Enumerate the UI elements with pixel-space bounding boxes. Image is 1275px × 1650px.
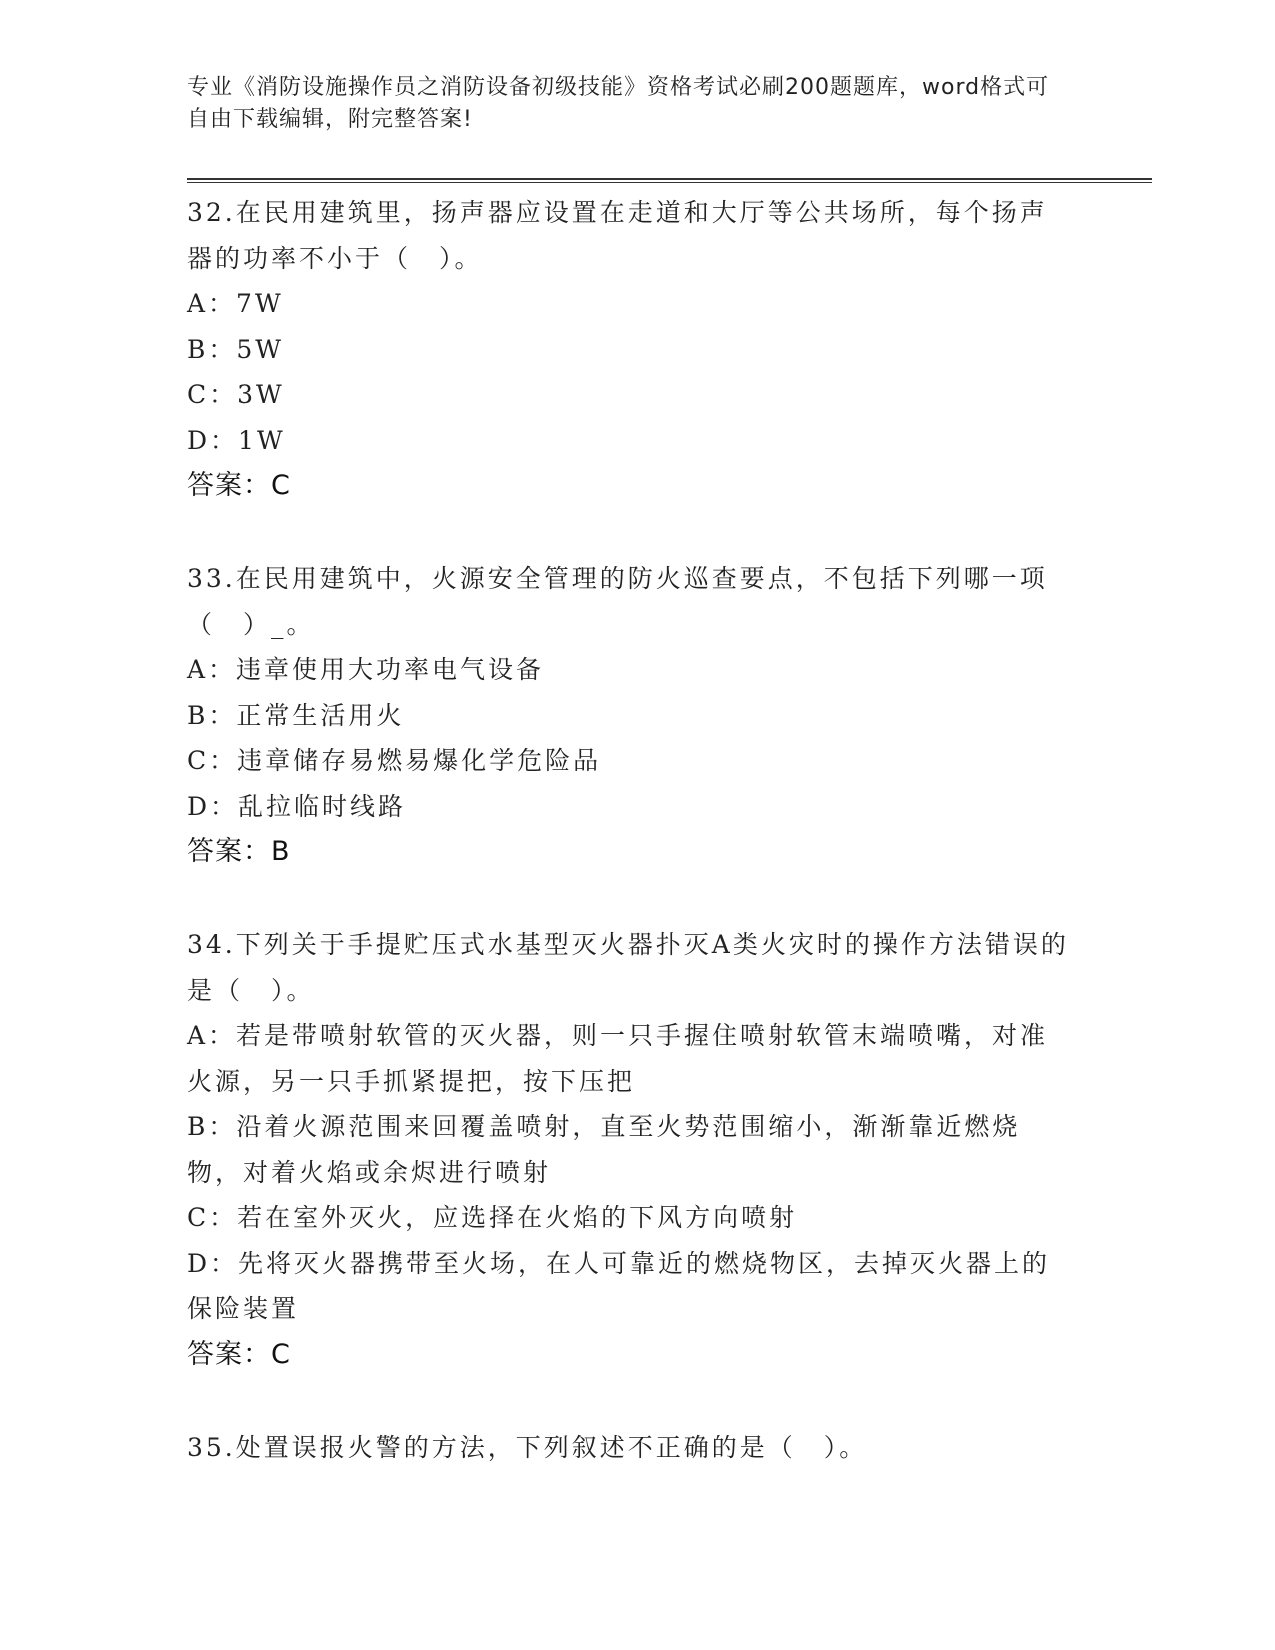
answer-line: 答案：B	[187, 836, 291, 867]
question-stem: 35.处置误报火警的方法，下列叙述不正确的是（ ）。	[187, 1432, 868, 1462]
option-a: A：违章使用大功率电气设备	[187, 655, 545, 684]
header-text: 专业《消防设施操作员之消防设备初级技能》资格考试必刷200题题库，word格式可自由下载编辑，附完整答案!	[187, 75, 1050, 132]
option-d: D：乱拉临时线路	[187, 791, 407, 821]
question-35	[187, 1425, 1072, 1471]
option-c: C：若在室外灭火，应选择在火焰的下风方向喷射	[187, 1203, 798, 1232]
option-d: D：先将灭火器携带至火场，在人可靠近的燃烧物区，去掉灭火器上的保险装置	[187, 1248, 1051, 1323]
question-32	[187, 190, 1072, 509]
option-b: B：5W	[187, 334, 284, 364]
answer-line: 答案：C	[187, 1338, 291, 1370]
option-a: A：若是带喷射软管的灭火器，则一只手握住喷射软管末端喷嘴，对准火源，另一只手抓紧提把，按下压把	[187, 1021, 1049, 1096]
question-list	[187, 190, 1072, 1517]
question-stem: 33.在民用建筑中，火源安全管理的防火巡查要点，不包括下列哪一项（ ）_。	[187, 564, 1048, 639]
question-33	[187, 556, 1072, 875]
option-c: C：3W	[187, 380, 285, 409]
option-d: D：1W	[187, 425, 286, 455]
option-a: A：7W	[187, 289, 284, 318]
answer-line: 答案：C	[187, 470, 291, 501]
header-divider	[187, 178, 1152, 183]
option-b: B：沿着火源范围来回覆盖喷射，直至火势范围缩小，渐渐靠近燃烧物，对着火焰或余烬进行喷射	[187, 1112, 1021, 1187]
option-c: C：违章储存易燃易爆化学危险品	[187, 746, 602, 775]
question-stem: 32.在民用建筑里，扬声器应设置在走道和大厅等公共场所，每个扬声器的功率不小于（ ）。	[187, 198, 1048, 273]
question-stem: 34.下列关于手提贮压式水基型灭火器扑灭A类火灾时的操作方法错误的是（ ）。	[187, 930, 1069, 1005]
page-header	[187, 72, 1067, 136]
option-b: B：正常生活用火	[187, 700, 405, 730]
question-34	[187, 922, 1072, 1378]
